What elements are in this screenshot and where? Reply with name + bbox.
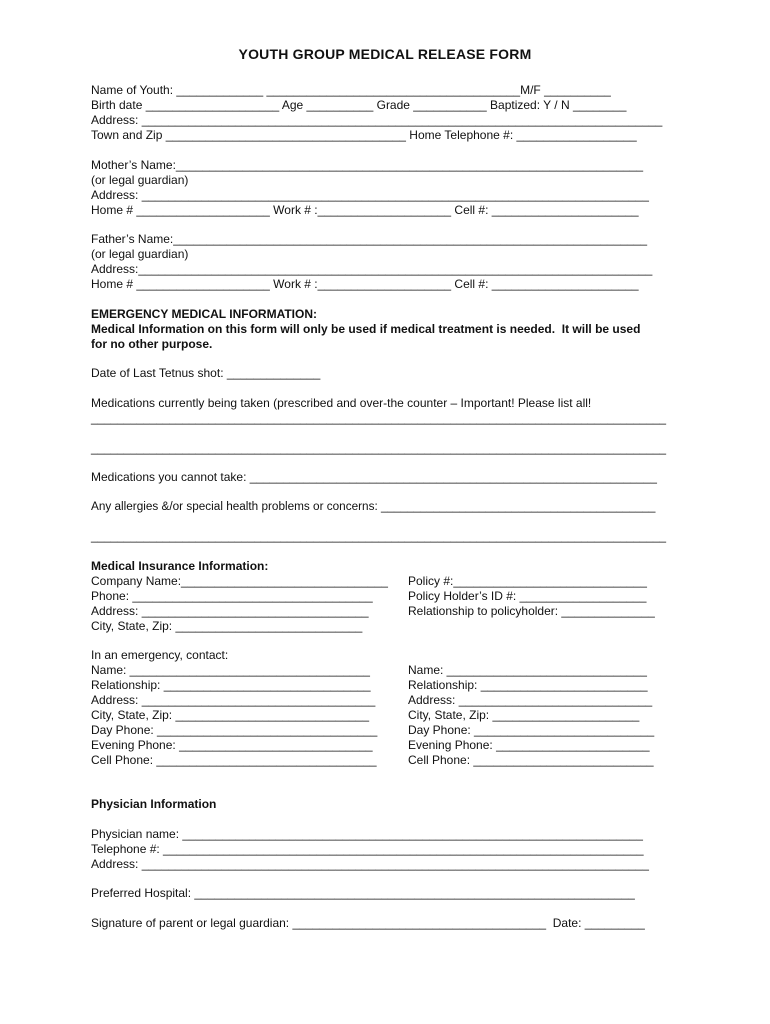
policyholder-relationship-line[interactable]: Relationship to policyholder: ______________: [408, 604, 655, 618]
physician-telephone-line[interactable]: Telephone #: ________________________________________________________________________: [91, 842, 644, 856]
contact1-relationship-line[interactable]: Relationship: _______________________________: [91, 678, 371, 692]
insurance-heading: Medical Insurance Information:: [91, 559, 269, 573]
contact1-address-line[interactable]: Address: ___________________________________: [91, 693, 376, 707]
contact1-cell-phone-line[interactable]: Cell Phone: _________________________________: [91, 753, 377, 767]
father-guardian-note: (or legal guardian): [91, 247, 189, 261]
mother-name-line[interactable]: Mother’s Name:______________________________________________________________________: [91, 158, 644, 172]
contact1-city-line[interactable]: City, State, Zip: _____________________________: [91, 708, 370, 722]
insurance-address-line[interactable]: Address: __________________________________: [91, 604, 369, 618]
emergency-heading: EMERGENCY MEDICAL INFORMATION:: [91, 307, 318, 321]
medications-line-1[interactable]: ________________________________________________________________________________________: [91, 412, 667, 425]
youth-address-line[interactable]: Address: ______________________________________________________________________________: [91, 113, 663, 127]
insurance-city-line[interactable]: City, State, Zip: ____________________________: [91, 619, 363, 633]
medications-label: Medications currently being taken (prescribed and over-the counter – Important! Please list all!: [91, 396, 592, 410]
medications-line-2[interactable]: ________________________________________________________________________________________: [91, 442, 667, 455]
contact2-city-line[interactable]: City, State, Zip: ______________________: [408, 708, 640, 722]
physician-heading: Physician Information: [91, 797, 217, 811]
contact1-name-line[interactable]: Name: ____________________________________: [91, 663, 370, 677]
youth-town-zip-line[interactable]: Town and Zip ____________________________________ Home Telephone #: __________________: [91, 128, 637, 142]
contact2-cell-phone-line[interactable]: Cell Phone: ___________________________: [408, 753, 654, 767]
insurance-phone-line[interactable]: Phone: ____________________________________: [91, 589, 373, 603]
contact2-address-line[interactable]: Address: _____________________________: [408, 693, 653, 707]
contact-heading: In an emergency, contact:: [91, 648, 229, 662]
emergency-notice-line2: for no other purpose.: [91, 337, 213, 351]
father-name-line[interactable]: Father’s Name:_______________________________________________________________________: [91, 232, 648, 246]
youth-birthdate-line[interactable]: Birth date ____________________ Age __________ Grade ___________ Baptized: Y / N ________: [91, 98, 627, 112]
emergency-notice-line1: Medical Information on this form will only be used if medical treatment is needed. It will be used: [91, 322, 641, 336]
mother-phones-line[interactable]: Home # ____________________ Work # :____________________ Cell #: ______________________: [91, 203, 639, 217]
contact2-day-phone-line[interactable]: Day Phone: ___________________________: [408, 723, 655, 737]
signature-date-line[interactable]: Signature of parent or legal guardian: ______________________________________ Date: _________: [91, 916, 645, 930]
insurance-company-line[interactable]: Company Name:_______________________________: [91, 574, 388, 588]
contact2-relationship-line[interactable]: Relationship: _________________________: [408, 678, 648, 692]
tetnus-shot-line[interactable]: Date of Last Tetnus shot: ______________: [91, 366, 321, 380]
mother-guardian-note: (or legal guardian): [91, 173, 189, 187]
mother-address-line[interactable]: Address: ____________________________________________________________________________: [91, 188, 649, 202]
contact2-evening-phone-line[interactable]: Evening Phone: _______________________: [408, 738, 650, 752]
father-address-line[interactable]: Address:_____________________________________________________________________________: [91, 262, 653, 276]
form-title: YOUTH GROUP MEDICAL RELEASE FORM: [238, 46, 532, 62]
physician-address-line[interactable]: Address: ____________________________________________________________________________: [91, 857, 649, 871]
cannot-take-line[interactable]: Medications you cannot take: _____________________________________________________________: [91, 470, 657, 484]
allergies-line[interactable]: Any allergies &/or special health problems or concerns: __________________________________________: [91, 500, 656, 513]
contact1-day-phone-line[interactable]: Day Phone: _________________________________: [91, 723, 378, 737]
physician-name-line[interactable]: Physician name: _____________________________________________________________________: [91, 827, 643, 841]
allergies-extra-line[interactable]: ________________________________________________________________________________________: [91, 530, 667, 543]
contact1-evening-phone-line[interactable]: Evening Phone: _____________________________: [91, 738, 373, 752]
youth-name-line[interactable]: Name of Youth: _____________ ______________________________________M/F __________: [91, 83, 611, 97]
preferred-hospital-line[interactable]: Preferred Hospital: __________________________________________________________________: [91, 886, 635, 900]
policy-number-line[interactable]: Policy #:_____________________________: [408, 574, 647, 588]
contact2-name-line[interactable]: Name: ______________________________: [408, 663, 647, 677]
policy-holder-id-line[interactable]: Policy Holder’s ID #: ___________________: [408, 589, 647, 603]
father-phones-line[interactable]: Home # ____________________ Work # :____________________ Cell #: ______________________: [91, 277, 639, 291]
